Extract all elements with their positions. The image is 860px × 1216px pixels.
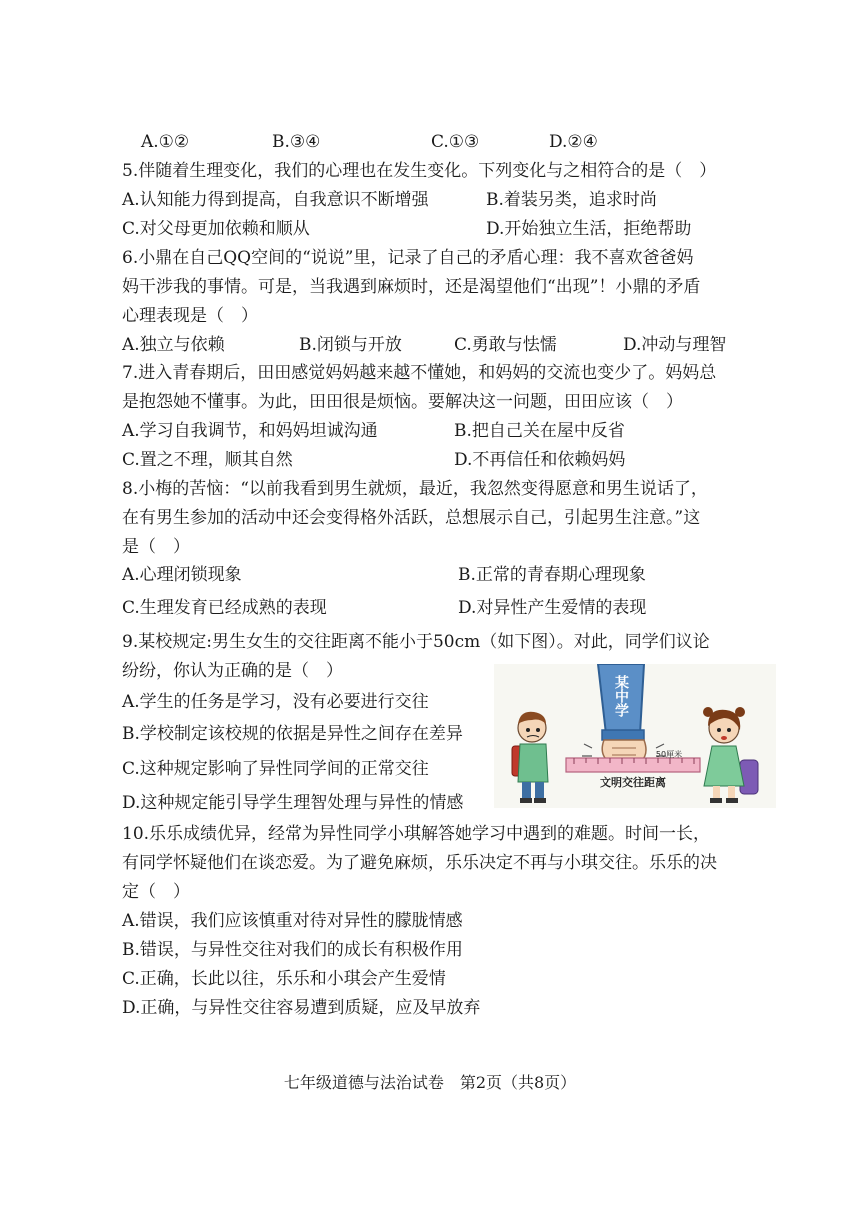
q7-option-a: A.学习自我调节，和妈妈坦诚沟通	[122, 421, 378, 441]
q10-option-c: C.正确，长此以往，乐乐和小琪会产生爱情	[122, 969, 446, 989]
q7-stem-line-2: 是抱怨她不懂事。为此，田田很是烦恼。要解决这一问题，田田应该（ ）	[122, 392, 683, 412]
q6-option-c: C.勇敢与怯懦	[454, 335, 557, 355]
q10-option-d: D.正确，与异性交往容易遭到质疑，应及早放弃	[122, 998, 481, 1018]
ruler-mark-text: 50厘米	[655, 750, 683, 759]
q8-option-a: A.心理闭锁现象	[122, 565, 242, 585]
q7-stem-line-1: 7.进入青春期后，田田感觉妈妈越来越不懂她，和妈妈的交流也变少了。妈妈总	[122, 363, 717, 383]
q8-stem-line-2: 在有男生参加的活动中还会变得格外活跃，总想展示自己，引起男生注意。”这	[122, 508, 701, 528]
q9-stem-line-1: 9.某校规定:男生女生的交往距离不能小于50cm（如下图）。对此，同学们议论	[122, 632, 710, 652]
q8-option-c: C.生理发育已经成熟的表现	[122, 598, 327, 618]
q9-option-a: A.学生的任务是学习，没有必要进行交往	[122, 692, 429, 712]
q9-option-b: B.学校制定该校规的依据是异性之间存在差异	[122, 724, 463, 744]
q8-stem-line-1: 8.小梅的苦恼：“以前我看到男生就烦，最近，我忽然变得愿意和男生说话了，	[122, 479, 708, 499]
q6-stem-line-1: 6.小鼎在自己QQ空间的“说说”里，记录了自己的矛盾心理：我不喜欢爸爸妈	[122, 248, 694, 268]
q6-option-a: A.独立与依赖	[122, 335, 225, 355]
q8-option-d: D.对异性产生爱情的表现	[458, 598, 647, 618]
ruler-caption-text: 文明交往距离	[600, 776, 666, 789]
q9-stem-line-2: 纷纷，你认为正确的是（ ）	[122, 661, 343, 681]
q5-option-a: A.认知能力得到提高，自我意识不断增强	[122, 190, 429, 210]
q10-stem-line-1: 10.乐乐成绩优异，经常为异性同学小琪解答她学习中遇到的难题。时间一长，	[122, 824, 711, 844]
distance-rule-illustration	[494, 664, 776, 808]
q9-option-c: C.这种规定影响了异性同学间的正常交往	[122, 759, 429, 779]
q4-option-d: D.②④	[549, 132, 598, 152]
q5-option-b: B.着装另类，追求时尚	[486, 190, 657, 210]
q5-stem: 5.伴随着生理变化，我们的心理也在发生变化。下列变化与之相符合的是（ ）	[122, 161, 717, 181]
q10-option-b: B.错误，与异性交往对我们的成长有积极作用	[122, 940, 463, 960]
q4-option-b: B.③④	[272, 132, 321, 152]
q5-option-d: D.开始独立生活，拒绝帮助	[486, 219, 692, 239]
q7-option-c: C.置之不理，顺其自然	[122, 450, 293, 470]
ruler-icon	[566, 758, 700, 772]
q6-stem-line-3: 心理表现是（ ）	[122, 306, 258, 326]
q7-option-b: B.把自己关在屋中反省	[454, 421, 625, 441]
q4-option-a: A.①②	[141, 132, 190, 152]
q8-option-b: B.正常的青春期心理现象	[458, 565, 646, 585]
q10-option-a: A.错误，我们应该慎重对待对异性的朦胧情感	[122, 911, 463, 931]
q10-stem-line-3: 定（ ）	[122, 882, 190, 902]
q8-stem-line-3: 是（ ）	[122, 537, 190, 557]
q6-option-d: D.冲动与理智	[623, 335, 727, 355]
school-sign-text: 某中学	[613, 675, 629, 717]
q10-stem-line-2: 有同学怀疑他们在谈恋爱。为了避免麻烦，乐乐决定不再与小琪交往。乐乐的决	[122, 853, 717, 873]
q5-option-c: C.对父母更加依赖和顺从	[122, 219, 310, 239]
q4-option-c: C.①③	[431, 132, 480, 152]
q9-option-d: D.这种规定能引导学生理智处理与异性的情感	[122, 793, 464, 813]
q6-stem-line-2: 妈干涉我的事情。可是，当我遇到麻烦时，还是渴望他们“出现”！小鼎的矛盾	[122, 277, 701, 297]
page-footer: 七年级道德与法治试卷 第2页（共8页）	[283, 1073, 577, 1092]
q7-option-d: D.不再信任和依赖妈妈	[454, 450, 626, 470]
illustration-svg	[494, 664, 776, 808]
q6-option-b: B.闭锁与开放	[299, 335, 402, 355]
